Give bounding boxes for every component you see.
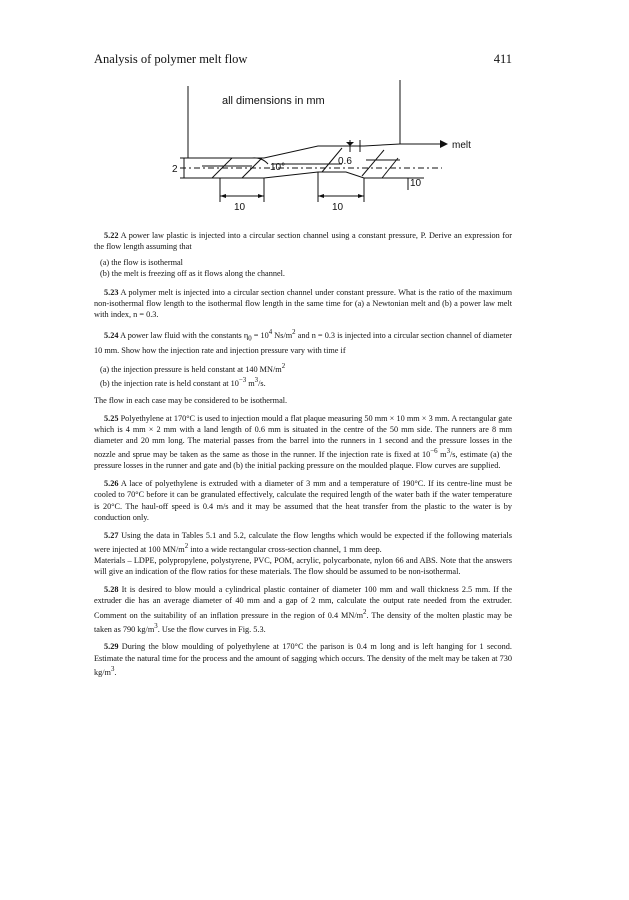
problem-number: 5.28	[104, 585, 119, 595]
problem-text: A lace of polyethylene is extruded with a diameter of 3 mm and a temperature of 190°C. If its centre-line must be cooled to 70°C before it can be granulated effectively, calculate the required length of the water bath if the water temperature is 20°C. The haul-off speed is 0.4 m/s and it may be assumed that the heat transfer from the plastic to the water is by conduction only.	[94, 479, 512, 522]
problem-number: 5.23	[104, 287, 119, 297]
page-number: 411	[493, 52, 512, 66]
problem-number: 5.22	[104, 231, 119, 240]
hatch-line	[362, 150, 384, 176]
arrowhead	[346, 142, 354, 146]
problem-number: 5.25	[104, 413, 119, 423]
problem-5-23	[94, 287, 512, 320]
figure-caption-label: all dimensions in mm	[222, 95, 325, 107]
problem-5-22	[94, 230, 512, 252]
problem-text: A power law plastic is injected into a circular section channel using a constant pressure, P. Derive an expression for the flow length assuming that	[94, 231, 513, 252]
problem-text: A polymer melt is injected into a circular section channel under constant pressure. What is the ratio of the maximum non-isothermal flow length to the isothermal flow length in the same time for (a) a Newtonian melt and (b) a power law melt with index, n = 0.3.	[94, 287, 512, 319]
gate-length-label: 10	[410, 178, 422, 189]
left-length-label: 10	[234, 202, 246, 213]
problem-5-28: 5.28 It is desired to blow mould a cylindrical plastic container of diameter 100 mm and wall thickness 2.5 mm. If the extruder die has an average diameter of 40 mm and a gap of 2 mm, calculate the output rate needed from the extruder. Comment on the suitability of an inflation pressure in the region of 0.4 $MN/m^2$. The density of the molten plastic may be taken as 790 $kg/m^3$. Use the flow curves in Fig. 5.3.	[94, 585, 513, 634]
right-length-label: 10	[332, 202, 344, 213]
height-dim-label: 2	[172, 164, 178, 175]
gap-dim-label: 0.6	[338, 156, 352, 167]
running-header-title: Analysis of polymer melt flow	[94, 52, 248, 66]
problem-number: 5.26	[104, 479, 119, 489]
problem-5-27-materials: Materials – LDPE, polypropylene, polystyrene, PVC, POM, acrylic, polycarbonate, nylon 66 and ABS. Note that the answers will give an indication of the flow ratios for these materials. The flow should be assumed to be non-isothermal.	[94, 555, 512, 577]
arrowhead	[258, 194, 264, 198]
problem-number: 5.24	[104, 330, 119, 340]
problem-5-24: 5.24 A power law fluid with the constants $\eta_0 = 10^4$ $Ns/m^2$ and n = 0.3 is injected into a circular section channel of diameter 10 mm. Show how the injection rate and injection pressure vary with time if	[94, 329, 512, 355]
running-header	[94, 52, 512, 70]
problem-5-26	[94, 478, 512, 523]
arrowhead	[220, 194, 226, 198]
angle-dim-label: 10°	[270, 162, 286, 173]
melt-label: melt	[452, 140, 471, 151]
arrowhead	[358, 194, 364, 198]
mould-gate-diagram	[152, 78, 472, 228]
problems-text	[94, 223, 512, 678]
problem-5-24-part-a: (a) the injection pressure is held constant at 140 $MN/m^2$	[100, 362, 286, 374]
problem-5-27: 5.27 Using the data in Tables 5.1 and 5.2, calculate the flow lengths which would be expected if the following materials were injected at 100 $MN/m^2$ into a wide rectangular cross-section channel, 1 mm deep.	[94, 530, 513, 554]
problem-5-22-part-b: (b) the melt is freezing off as it flows along the channel.	[100, 269, 285, 279]
angle-arc	[252, 158, 268, 164]
problem-5-22-part-a: (a) the flow is isothermal	[100, 258, 183, 268]
problem-number: 5.27	[104, 530, 119, 540]
problem-5-29: 5.29 During the blow moulding of polyethylene at 170°C the parison is 0.4 m long and is left hanging for 1 second. Estimate the natural time for the process and the amount of sagging which occurs. The density of the melt may be taken at 730 $kg/m^3$.	[94, 642, 512, 677]
problem-5-25: 5.25 Polyethylene at 170°C is used to injection mould a flat plaque measuring 50 mm × 10 mm × 3 mm. A rectangular gate which is 4 mm × 2 mm with a land length of 0.6 mm is situated in the centre of the 50 mm side. The runners are 8 mm diameter and 20 mm long. The material passes from the barrel into the runners in 1 second and the pressure losses in the nozzle and sprue may be taken as the same as those in the runner. If the injection rate is fixed at $10^{-6}$ $m^3/s$, estimate (a) the pressure losses in the runner and gate and (b) the initial packing pressure on the moulded plaque. Flow curves are supplied.	[94, 413, 512, 471]
problem-number: 5.29	[104, 642, 119, 652]
channel-bottom-line	[188, 172, 400, 178]
problem-5-24-part-b: (b) the injection rate is held constant at $10^{-3}$ $m^3/s$.	[100, 376, 266, 388]
problem-5-24-note: The flow in each case may be considered to be isothermal.	[94, 395, 288, 405]
arrowhead	[318, 194, 324, 198]
channel-top-line	[188, 144, 400, 158]
